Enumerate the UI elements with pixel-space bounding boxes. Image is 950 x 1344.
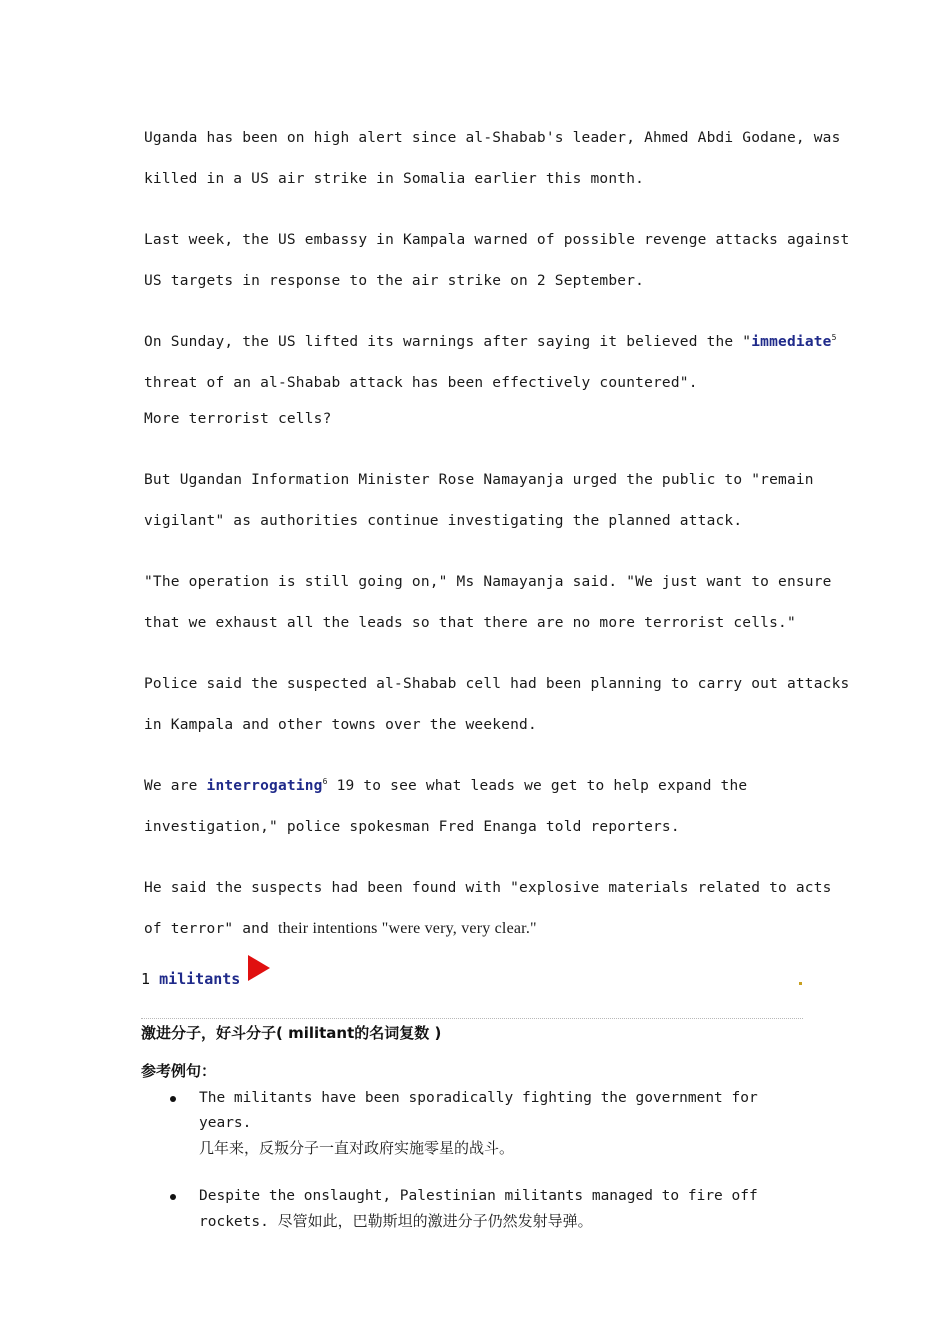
footnote-marker[interactable]: 6	[322, 777, 328, 787]
text-segment: of terror" and	[144, 921, 278, 937]
text-segment: their intentions "were very, very clear."	[277, 920, 537, 937]
list-item	[170, 1086, 810, 1162]
text-line	[144, 332, 837, 373]
text-line: vigilant" as authorities continue investigating the planned attack.	[144, 513, 743, 529]
vocab-word[interactable]: militants	[159, 970, 241, 988]
example-chinese: 尽管如此，巴勒斯坦的激进分子仍然发射导弹。	[277, 1212, 593, 1230]
text-segment: 19 to see what leads we get to help expand the	[327, 778, 748, 794]
text-line: More terrorist cells?	[144, 411, 332, 427]
vocab-number: 1	[141, 970, 151, 988]
example-english: The militants have been sporadically fighting the government for years.	[199, 1090, 758, 1131]
example-label: 参考例句：	[141, 1062, 217, 1080]
text-segment: On Sunday, the US lifted its warnings after saying it believed the "	[144, 334, 752, 350]
text-line: He said the suspects had been found with "explosive materials related to acts	[144, 880, 832, 896]
paragraph-2	[144, 230, 850, 291]
vocab-keyword-immediate[interactable]: immediate	[751, 334, 832, 350]
text-line	[144, 919, 824, 939]
text-line: Police said the suspected al-Shabab cell had been planning to carry out attacks	[144, 676, 850, 692]
paragraph-7	[144, 674, 850, 735]
paragraph-8	[144, 776, 824, 837]
paragraph-1	[144, 128, 841, 189]
play-triangle-icon[interactable]	[248, 955, 270, 981]
example-english: Despite the onslaught, Palestinian militants managed to fire off	[199, 1188, 758, 1204]
paragraph-3	[144, 332, 837, 393]
vocab-definition: 激进分子，好斗分子( militant的名词复数 )	[141, 1024, 442, 1042]
text-line: "The operation is still going on," Ms Namayanja said. "We just want to ensure	[144, 574, 832, 590]
paragraph-5	[144, 470, 824, 531]
text-line: in Kampala and other towns over the weekend.	[144, 717, 537, 733]
text-line: Last week, the US embassy in Kampala warned of possible revenge attacks against	[144, 232, 850, 248]
stray-mark	[799, 982, 802, 985]
paragraph-6	[144, 572, 832, 633]
text-line: killed in a US air strike in Somalia earlier this month.	[144, 171, 645, 187]
text-line: that we exhaust all the leads so that there are no more terrorist cells."	[144, 615, 796, 631]
footnote-marker[interactable]: 5	[831, 333, 837, 343]
subheading	[144, 409, 824, 429]
vocab-heading	[141, 970, 240, 988]
text-segment: We are	[144, 778, 207, 794]
example-chinese: 几年来，反叛分子一直对政府实施零星的战斗。	[199, 1139, 515, 1157]
paragraph-9	[144, 878, 832, 939]
text-line: But Ugandan Information Minister Rose Namayanja urged the public to "remain	[144, 472, 814, 488]
example-list	[170, 1086, 810, 1257]
text-line: Uganda has been on high alert since al-Shabab's leader, Ahmed Abdi Godane, was	[144, 130, 841, 146]
example-english-cont: rockets.	[199, 1214, 269, 1230]
divider	[141, 1018, 803, 1019]
bullet-icon	[170, 1096, 176, 1102]
text-line: US targets in response to the air strike on 2 September.	[144, 273, 645, 289]
bullet-icon	[170, 1194, 176, 1200]
list-item	[170, 1184, 810, 1235]
vocab-keyword-interrogating[interactable]: interrogating	[206, 778, 323, 794]
text-line	[144, 776, 824, 817]
text-line: threat of an al-Shabab attack has been effectively countered".	[144, 375, 698, 391]
text-line: investigation," police spokesman Fred Enanga told reporters.	[144, 819, 680, 835]
